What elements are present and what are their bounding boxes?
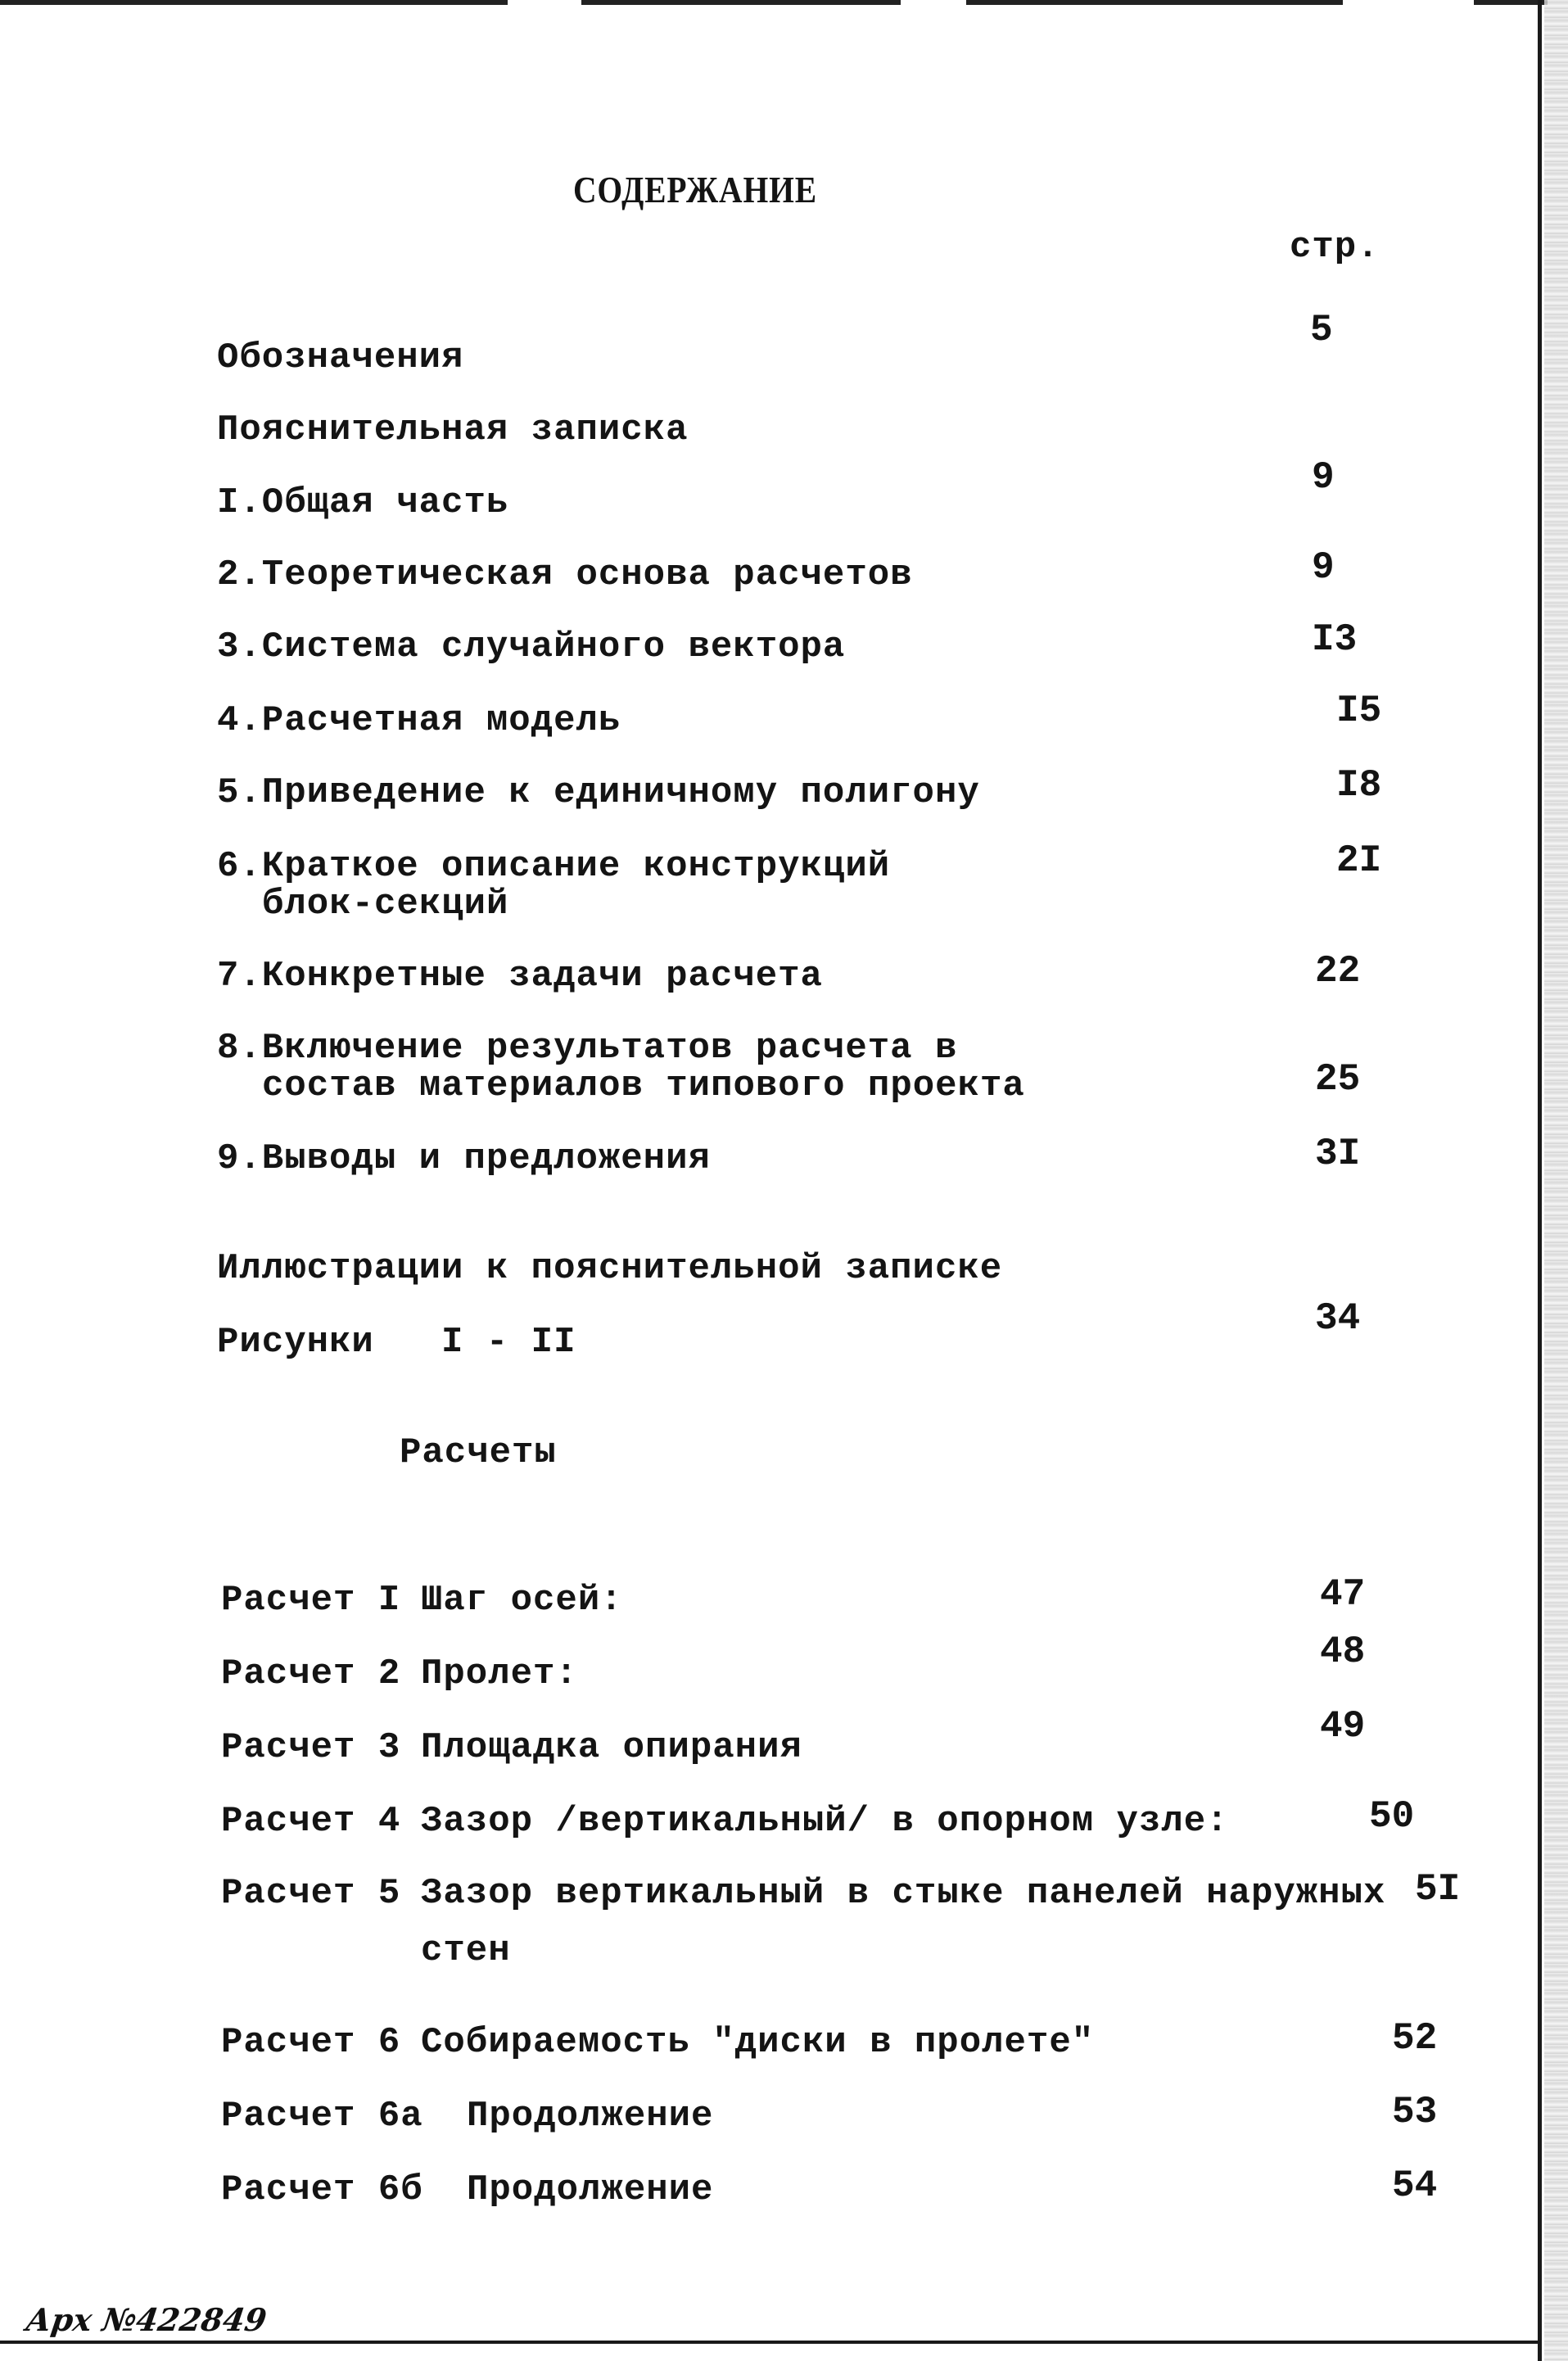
calc-label: Расчет 6: [221, 2022, 401, 2063]
toc-page-number: I3: [1312, 618, 1358, 661]
scan-edge-gap: [901, 0, 966, 5]
toc-entry: 3.Система случайного вектора: [217, 626, 846, 667]
calc-entry: Собираемость "диски в пролете": [421, 2022, 1095, 2063]
toc-page-number: 34: [1315, 1297, 1361, 1340]
toc-entry-continuation: состав материалов типового проекта: [262, 1065, 1025, 1106]
calc-label: Расчет I: [221, 1580, 401, 1621]
calc-label: Расчет 2: [221, 1653, 401, 1694]
calc-entry: Продолжение: [467, 2169, 714, 2210]
scan-edge-gap: [508, 0, 581, 5]
calc-label: Расчет 6б: [221, 2169, 423, 2210]
toc-page-number: 2I: [1336, 839, 1382, 882]
toc-page-number: I8: [1336, 764, 1382, 807]
scan-top-edge: [0, 0, 1548, 5]
toc-entry: 6.Краткое описание конструкций: [217, 846, 891, 887]
calc-label: Расчет 4: [221, 1801, 401, 1842]
toc-page-number: 22: [1315, 950, 1361, 993]
calc-page-number: 53: [1392, 2091, 1438, 2133]
toc-page-number: 9: [1312, 546, 1335, 589]
toc-entry: 2.Теоретическая основа расчетов: [217, 554, 913, 595]
toc-entry: Пояснительная записка: [217, 409, 689, 450]
toc-entry: 9.Выводы и предложения: [217, 1138, 711, 1179]
section-heading: Расчеты: [400, 1432, 557, 1473]
calc-page-number: 54: [1392, 2164, 1438, 2207]
toc-entry: Иллюстрации к пояснительной записке: [217, 1248, 1003, 1289]
calc-page-number: 48: [1320, 1631, 1366, 1673]
toc-entry: 5.Приведение к единичному полигону: [217, 772, 980, 813]
page-title: СОДЕРЖАНИЕ: [573, 169, 817, 210]
calc-page-number: 52: [1392, 2017, 1438, 2060]
calc-entry: Площадка опирания: [421, 1727, 802, 1768]
toc-entry: 7.Конкретные задачи расчета: [217, 956, 823, 997]
calc-label: Расчет 5: [221, 1873, 401, 1914]
toc-page-number: 9: [1312, 456, 1335, 499]
calc-page-number: 5I: [1415, 1868, 1461, 1911]
toc-page-number: 5: [1310, 309, 1333, 351]
toc-entry: I.Общая часть: [217, 482, 509, 523]
toc-entry: 4.Расчетная модель: [217, 700, 621, 741]
calc-page-number: 49: [1320, 1705, 1366, 1748]
toc-entry: 8.Включение результатов расчета в: [217, 1028, 958, 1069]
toc-page-number: 3I: [1315, 1133, 1361, 1175]
calc-entry: Зазор /вертикальный/ в опорном узле:: [421, 1801, 1229, 1842]
toc-entry: Обозначения: [217, 337, 464, 378]
calc-entry: Шаг осей:: [421, 1580, 623, 1621]
scan-right-edge: [1538, 0, 1542, 2361]
calc-entry: Пролет:: [421, 1653, 578, 1694]
calc-page-number: 50: [1369, 1795, 1415, 1838]
toc-entry-continuation: блок-секций: [262, 884, 509, 925]
calc-page-number: 47: [1320, 1573, 1366, 1616]
toc-entry: Рисунки I - II: [217, 1322, 576, 1363]
calc-label: Расчет 6а: [221, 2096, 423, 2137]
scan-bottom-edge: [0, 2341, 1542, 2344]
calc-entry: Зазор вертикальный в стыке панелей наружных: [421, 1873, 1386, 1914]
calc-entry: Продолжение: [467, 2096, 714, 2137]
scan-edge-gap: [1343, 0, 1474, 5]
toc-page-number: I5: [1336, 690, 1382, 732]
calc-label: Расчет 3: [221, 1727, 401, 1768]
calc-entry-continuation: стен: [421, 1930, 511, 1971]
scan-margin-shade: [1544, 0, 1568, 2361]
page-column-header: стр.: [1290, 227, 1380, 268]
archive-handwritten-note: Арх №422849: [23, 2301, 269, 2338]
toc-page-number: 25: [1315, 1058, 1361, 1101]
